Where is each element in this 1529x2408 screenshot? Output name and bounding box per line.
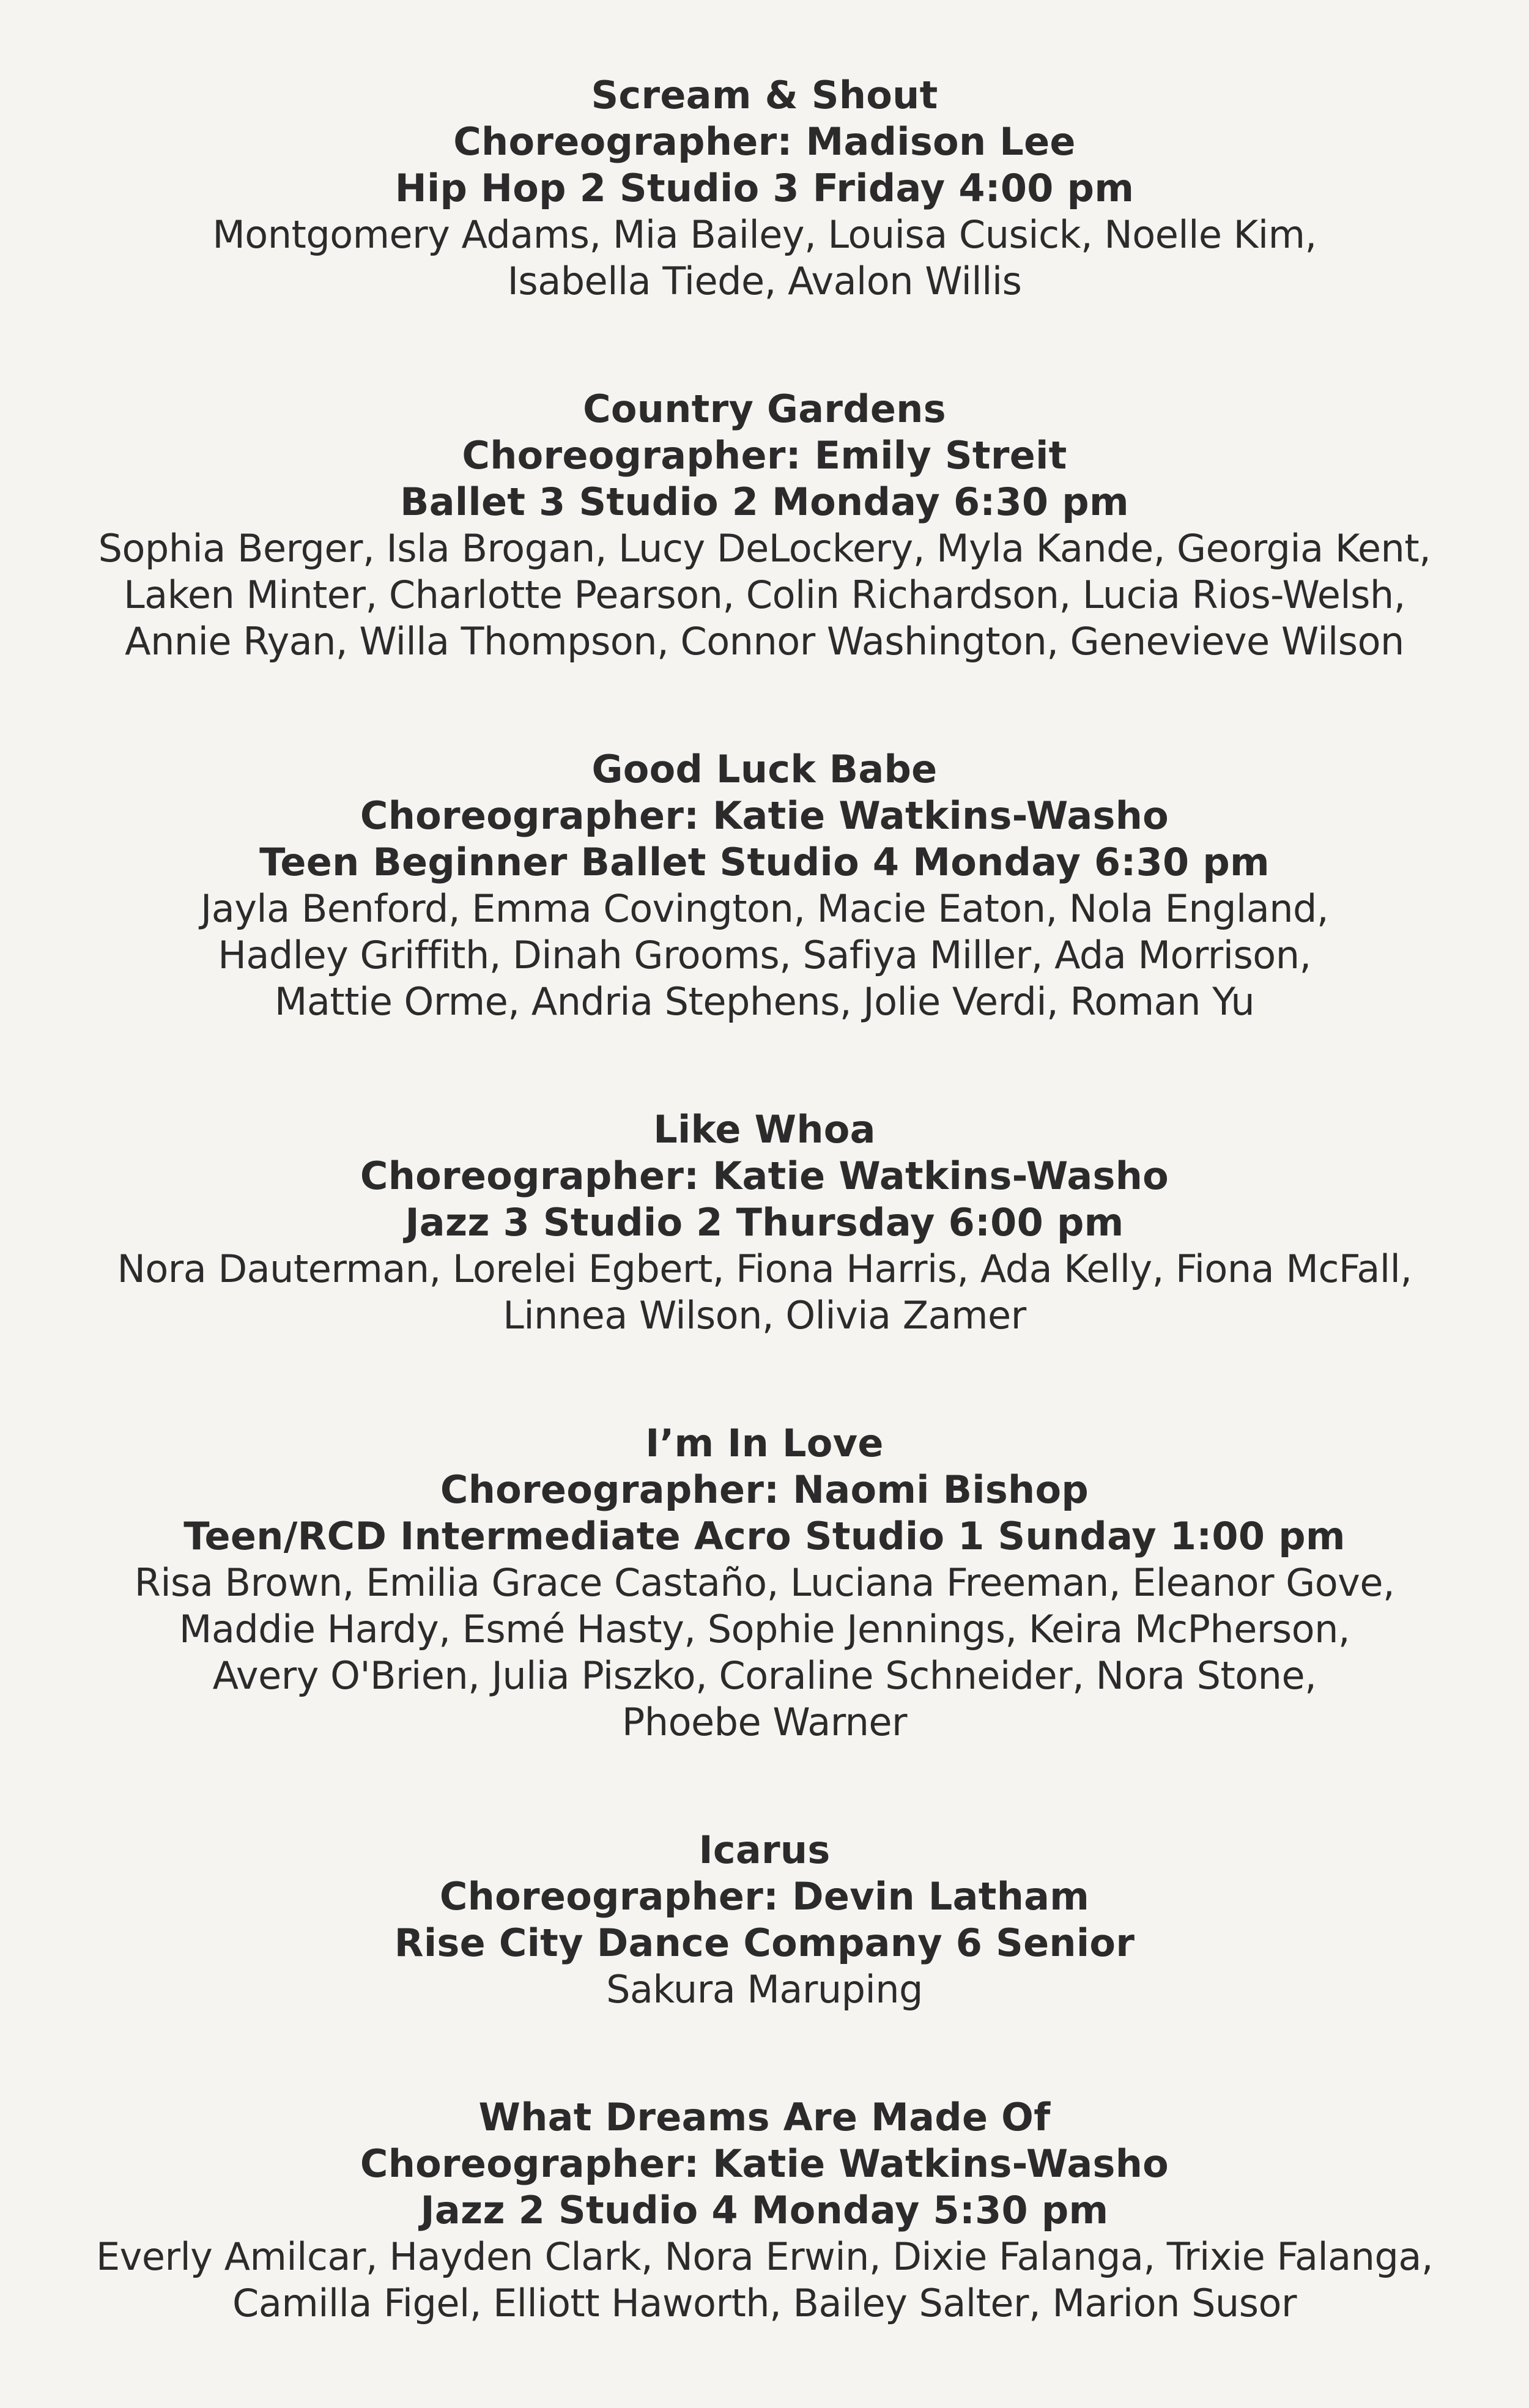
piece-class-info: Ballet 3 Studio 2 Monday 6:30 pm	[400, 480, 1129, 524]
cast-line: Everly Amilcar, Hayden Clark, Nora Erwin, Dixie Falanga, Trixie Falanga,	[95, 2234, 1434, 2279]
cast-line: Maddie Hardy, Esmé Hasty, Sophie Jennings, Keira McPherson,	[179, 1607, 1350, 1651]
program-listing	[0, 72, 1529, 2408]
piece-title: Country Gardens	[583, 387, 946, 431]
piece-block	[0, 1106, 1529, 1339]
cast-line: Risa Brown, Emilia Grace Castaño, Luciana Freeman, Eleanor Gove,	[134, 1560, 1395, 1605]
cast-line: Isabella Tiede, Avalon Willis	[507, 259, 1022, 303]
cast-line: Laken Minter, Charlotte Pearson, Colin Richardson, Lucia Rios-Welsh,	[124, 572, 1405, 617]
cast-line: Linnea Wilson, Olivia Zamer	[503, 1293, 1026, 1338]
cast-line: Nora Dauterman, Lorelei Egbert, Fiona Harris, Ada Kelly, Fiona McFall,	[117, 1247, 1412, 1291]
piece-block	[0, 2094, 1529, 2327]
piece-block	[0, 386, 1529, 665]
piece-block	[0, 1420, 1529, 1746]
piece-choreographer: Choreographer: Katie Watkins-Washo	[360, 793, 1169, 838]
cast-line: Avery O'Brien, Julia Piszko, Coraline Schneider, Nora Stone,	[212, 1653, 1317, 1698]
piece-class-info: Rise City Dance Company 6 Senior	[394, 1921, 1135, 1965]
piece-choreographer: Choreographer: Madison Lee	[453, 119, 1076, 164]
cast-line: Annie Ryan, Willa Thompson, Connor Washington, Genevieve Wilson	[125, 619, 1404, 664]
piece-class-info: Jazz 2 Studio 4 Monday 5:30 pm	[420, 2188, 1109, 2232]
piece-title: Like Whoa	[653, 1107, 876, 1152]
cast-line: Mattie Orme, Andria Stephens, Jolie Verdi, Roman Yu	[274, 979, 1255, 1024]
cast-line: Sophia Berger, Isla Brogan, Lucy DeLockery, Myla Kande, Georgia Kent,	[98, 526, 1431, 571]
cast-line: Montgomery Adams, Mia Bailey, Louisa Cusick, Noelle Kim,	[212, 212, 1317, 257]
piece-choreographer: Choreographer: Naomi Bishop	[440, 1467, 1089, 1512]
piece-class-info: Teen Beginner Ballet Studio 4 Monday 6:30 pm	[259, 840, 1270, 884]
cast-line: Sakura Maruping	[606, 1967, 923, 2012]
piece-block	[0, 1827, 1529, 2013]
piece-title: Good Luck Babe	[591, 747, 938, 791]
cast-line: Jayla Benford, Emma Covington, Macie Eaton, Nola England,	[200, 886, 1329, 931]
piece-choreographer: Choreographer: Katie Watkins-Washo	[360, 1154, 1169, 1198]
cast-line: Phoebe Warner	[621, 1700, 908, 1744]
piece-choreographer: Choreographer: Katie Watkins-Washo	[360, 2141, 1169, 2186]
piece-class-info: Hip Hop 2 Studio 3 Friday 4:00 pm	[394, 166, 1135, 210]
piece-block	[0, 746, 1529, 1025]
piece-class-info: Teen/RCD Intermediate Acro Studio 1 Sunday 1:00 pm	[183, 1514, 1346, 1558]
piece-choreographer: Choreographer: Emily Streit	[462, 433, 1067, 478]
piece-title: I’m In Love	[645, 1421, 884, 1465]
cast-line: Camilla Figel, Elliott Haworth, Bailey Salter, Marion Susor	[232, 2281, 1297, 2325]
cast-line: Hadley Griffith, Dinah Grooms, Safiya Miller, Ada Morrison,	[218, 933, 1311, 977]
piece-block	[0, 72, 1529, 305]
piece-class-info: Jazz 3 Studio 2 Thursday 6:00 pm	[405, 1200, 1124, 1245]
piece-title: What Dreams Are Made Of	[478, 2095, 1051, 2139]
piece-title: Icarus	[698, 1828, 831, 1872]
piece-choreographer: Choreographer: Devin Latham	[439, 1874, 1090, 1919]
piece-title: Scream & Shout	[591, 73, 938, 117]
